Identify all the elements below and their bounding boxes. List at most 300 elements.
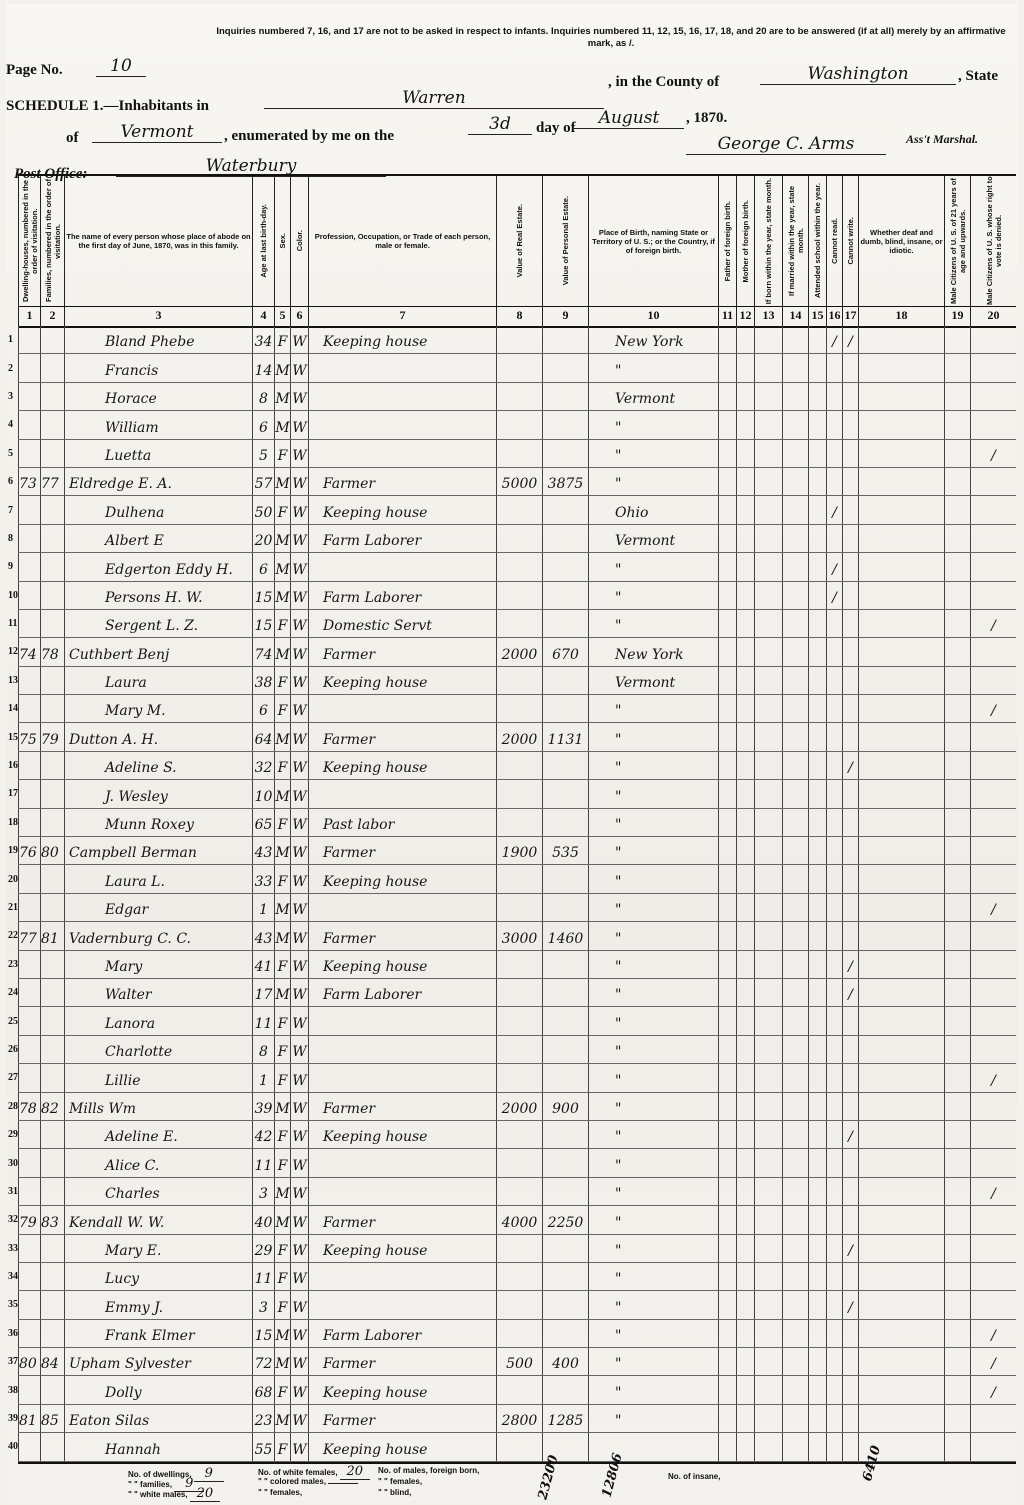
empty-cell <box>944 496 970 523</box>
empty-cell <box>808 1064 826 1091</box>
empty-cell <box>782 468 808 495</box>
empty-cell <box>944 1036 970 1063</box>
empty-cell <box>736 1064 754 1091</box>
person-name: Emmy J. <box>64 1291 252 1318</box>
empty-cell <box>858 865 944 892</box>
age: 8 <box>252 383 274 410</box>
cannot-write-mark <box>842 1376 858 1403</box>
color: W <box>290 780 308 807</box>
sex: M <box>274 468 290 495</box>
empty-cell <box>808 1405 826 1432</box>
person-name: Dulhena <box>64 496 252 523</box>
real-estate-value <box>496 354 542 381</box>
right-to-vote-mark: / <box>970 1376 1016 1403</box>
empty-cell <box>808 695 826 722</box>
state: Vermont <box>92 122 222 143</box>
line-number: 16 <box>8 760 18 772</box>
column-header-14: If married within the year, state month. <box>782 176 808 306</box>
cannot-write-mark <box>842 1405 858 1432</box>
empty-cell <box>808 894 826 921</box>
line-number: 15 <box>8 731 18 743</box>
empty-cell <box>808 979 826 1006</box>
empty-cell <box>782 610 808 637</box>
birthplace: " <box>588 1007 718 1034</box>
color: W <box>290 1291 308 1318</box>
person-name: Mary <box>64 951 252 978</box>
census-row <box>8 837 1016 865</box>
age: 1 <box>252 1064 274 1091</box>
empty-cell <box>858 468 944 495</box>
column-header-15: Attended school within the year. <box>808 176 826 306</box>
empty-cell <box>808 525 826 552</box>
census-row <box>8 1121 1016 1149</box>
real-estate-value <box>496 1007 542 1034</box>
right-to-vote-mark <box>970 582 1016 609</box>
birthplace: " <box>588 1178 718 1205</box>
right-to-vote-mark <box>970 1093 1016 1120</box>
color: W <box>290 383 308 410</box>
column-number-15: 15 <box>808 304 826 326</box>
census-row <box>8 1320 1016 1348</box>
dwelling-number <box>18 1433 40 1460</box>
line-number: 28 <box>8 1100 18 1112</box>
birthplace: " <box>588 1376 718 1403</box>
dwelling-number: 79 <box>18 1206 40 1233</box>
empty-cell <box>808 383 826 410</box>
page-number: 10 <box>96 56 146 77</box>
sex: M <box>274 1405 290 1432</box>
person-name: Eaton Silas <box>64 1405 252 1432</box>
empty-cell <box>944 1178 970 1205</box>
empty-cell <box>944 1093 970 1120</box>
family-number: 80 <box>40 837 64 864</box>
real-estate-value <box>496 496 542 523</box>
empty-cell <box>808 1235 826 1262</box>
birthplace: " <box>588 1121 718 1148</box>
birthplace: New York <box>588 638 718 665</box>
empty-cell <box>858 1121 944 1148</box>
occupation <box>308 1149 496 1176</box>
column-number-4: 4 <box>252 304 274 326</box>
census-row <box>8 1007 1016 1035</box>
personal-estate-value <box>542 951 588 978</box>
sex: F <box>274 1064 290 1091</box>
sex: M <box>274 723 290 750</box>
right-to-vote-mark <box>970 1291 1016 1318</box>
sex: F <box>274 1149 290 1176</box>
cannot-write-mark <box>842 1149 858 1176</box>
cannot-read-mark <box>826 1178 842 1205</box>
dwelling-number <box>18 865 40 892</box>
cannot-read-mark <box>826 922 842 949</box>
cannot-read-mark <box>826 1376 842 1403</box>
age: 64 <box>252 723 274 750</box>
person-name: Frank Elmer <box>64 1320 252 1347</box>
empty-cell <box>782 780 808 807</box>
occupation: Farmer <box>308 723 496 750</box>
column-header-20: Male Citizens of U. S. whose right to vote is denied. <box>970 176 1016 306</box>
family-number <box>40 1007 64 1034</box>
empty-cell <box>782 1149 808 1176</box>
sex: M <box>274 638 290 665</box>
line-number: 4 <box>8 419 13 431</box>
family-number <box>40 326 64 353</box>
sex: F <box>274 1263 290 1290</box>
empty-cell <box>858 752 944 779</box>
column-number-11: 11 <box>718 304 736 326</box>
empty-cell <box>718 695 736 722</box>
occupation <box>308 1064 496 1091</box>
line-number: 17 <box>8 788 18 800</box>
empty-cell <box>858 383 944 410</box>
empty-cell <box>808 837 826 864</box>
empty-cell <box>944 809 970 836</box>
empty-cell <box>754 1405 782 1432</box>
sex: M <box>274 894 290 921</box>
birthplace: " <box>588 894 718 921</box>
cannot-read-mark <box>826 1121 842 1148</box>
age: 65 <box>252 809 274 836</box>
column-headers <box>18 174 1016 307</box>
empty-cell <box>944 1433 970 1460</box>
color: W <box>290 411 308 438</box>
of-label: of <box>66 130 79 146</box>
right-to-vote-mark <box>970 326 1016 353</box>
color: W <box>290 1007 308 1034</box>
empty-cell <box>808 354 826 381</box>
family-number <box>40 440 64 467</box>
column-number-8: 8 <box>496 304 542 326</box>
column-header-6: Color. <box>290 176 308 306</box>
colored-males-count: " " colored males, <box>258 1477 358 1486</box>
column-header-13: If born within the year, state month. <box>754 176 782 306</box>
empty-cell <box>858 1178 944 1205</box>
empty-cell <box>858 780 944 807</box>
cannot-write-mark <box>842 837 858 864</box>
person-name: Laura L. <box>64 865 252 892</box>
family-number <box>40 752 64 779</box>
sex: F <box>274 1433 290 1460</box>
right-to-vote-mark <box>970 1433 1016 1460</box>
personal-estate-value: 400 <box>542 1348 588 1375</box>
birthplace: " <box>588 809 718 836</box>
person-name: Adeline S. <box>64 752 252 779</box>
empty-cell <box>736 440 754 467</box>
empty-cell <box>944 582 970 609</box>
dwelling-number <box>18 1178 40 1205</box>
cannot-write-mark <box>842 525 858 552</box>
dwelling-number <box>18 809 40 836</box>
right-to-vote-mark <box>970 1235 1016 1262</box>
column-number-14: 14 <box>782 304 808 326</box>
real-estate-value <box>496 979 542 1006</box>
empty-cell <box>858 1149 944 1176</box>
empty-cell <box>782 894 808 921</box>
empty-cell <box>944 1149 970 1176</box>
sex: F <box>274 695 290 722</box>
empty-cell <box>858 979 944 1006</box>
cannot-read-mark <box>826 1036 842 1063</box>
real-estate-value: 3000 <box>496 922 542 949</box>
empty-cell <box>754 354 782 381</box>
column-number-18: 18 <box>858 304 944 326</box>
personal-estate-value <box>542 411 588 438</box>
personal-estate-value <box>542 1007 588 1034</box>
line-number: 37 <box>8 1356 18 1368</box>
empty-cell <box>808 468 826 495</box>
color: W <box>290 1121 308 1148</box>
occupation: Past labor <box>308 809 496 836</box>
empty-cell <box>736 1433 754 1460</box>
empty-cell <box>736 354 754 381</box>
empty-cell <box>718 922 736 949</box>
post-office-label: Post Office: <box>14 166 88 182</box>
real-estate-value <box>496 1376 542 1403</box>
sex: M <box>274 1320 290 1347</box>
cannot-write-mark: / <box>842 1291 858 1318</box>
empty-cell <box>718 1007 736 1034</box>
empty-cell <box>754 667 782 694</box>
empty-cell <box>736 1291 754 1318</box>
dwelling-number <box>18 752 40 779</box>
occupation: Domestic Servt <box>308 610 496 637</box>
birthplace: " <box>588 1348 718 1375</box>
cannot-write-mark: / <box>842 951 858 978</box>
cannot-read-mark <box>826 723 842 750</box>
personal-estate-value <box>542 440 588 467</box>
county: Washington <box>760 64 956 85</box>
age: 8 <box>252 1036 274 1063</box>
dwelling-number <box>18 979 40 1006</box>
empty-cell <box>782 979 808 1006</box>
cannot-read-mark <box>826 1235 842 1262</box>
empty-cell <box>718 638 736 665</box>
age: 1 <box>252 894 274 921</box>
census-row <box>8 582 1016 610</box>
line-number: 26 <box>8 1043 18 1055</box>
color: W <box>290 1178 308 1205</box>
census-row <box>8 610 1016 638</box>
sex: F <box>274 667 290 694</box>
empty-cell <box>754 1348 782 1375</box>
dwelling-number <box>18 383 40 410</box>
occupation: Farmer <box>308 1405 496 1432</box>
total-other: 6410 <box>860 1444 885 1483</box>
line-number: 21 <box>8 902 18 913</box>
empty-cell <box>782 1405 808 1432</box>
census-row <box>8 1348 1016 1376</box>
real-estate-value <box>496 695 542 722</box>
census-row <box>8 326 1016 354</box>
females-count: " " females, <box>258 1488 303 1497</box>
family-number <box>40 951 64 978</box>
cannot-write-mark <box>842 496 858 523</box>
color: W <box>290 1348 308 1375</box>
color: W <box>290 809 308 836</box>
color: W <box>290 837 308 864</box>
personal-estate-value: 1460 <box>542 922 588 949</box>
empty-cell <box>736 1263 754 1290</box>
family-number <box>40 496 64 523</box>
age: 50 <box>252 496 274 523</box>
age: 5 <box>252 440 274 467</box>
line-number: 40 <box>8 1441 18 1453</box>
personal-estate-value <box>542 1376 588 1403</box>
real-estate-value <box>496 752 542 779</box>
empty-cell <box>754 780 782 807</box>
empty-cell <box>754 752 782 779</box>
birthplace: " <box>588 468 718 495</box>
birthplace: " <box>588 865 718 892</box>
age: 57 <box>252 468 274 495</box>
real-estate-value <box>496 525 542 552</box>
color: W <box>290 1376 308 1403</box>
personal-estate-value <box>542 582 588 609</box>
birthplace: " <box>588 1149 718 1176</box>
family-number <box>40 865 64 892</box>
age: 6 <box>252 411 274 438</box>
occupation: Keeping house <box>308 1235 496 1262</box>
empty-cell <box>944 468 970 495</box>
occupation: Keeping house <box>308 752 496 779</box>
blind-count: " " blind, <box>378 1488 412 1497</box>
empty-cell <box>754 1291 782 1318</box>
empty-cell <box>718 326 736 353</box>
family-number <box>40 1036 64 1063</box>
empty-cell <box>754 723 782 750</box>
birthplace: " <box>588 1206 718 1233</box>
cannot-write-mark <box>842 638 858 665</box>
census-row <box>8 638 1016 666</box>
line-number: 2 <box>8 362 13 374</box>
census-row <box>8 1405 1016 1433</box>
cannot-read-mark <box>826 440 842 467</box>
cannot-read-mark: / <box>826 496 842 523</box>
cannot-write-mark <box>842 383 858 410</box>
person-name: Hannah <box>64 1433 252 1460</box>
empty-cell <box>944 951 970 978</box>
color: W <box>290 525 308 552</box>
person-name: Mary M. <box>64 695 252 722</box>
age: 38 <box>252 667 274 694</box>
empty-cell <box>858 1405 944 1432</box>
empty-cell <box>944 1064 970 1091</box>
empty-cell <box>808 326 826 353</box>
person-name: Mary E. <box>64 1235 252 1262</box>
empty-cell <box>808 1376 826 1403</box>
personal-estate-value: 670 <box>542 638 588 665</box>
birthplace: Vermont <box>588 667 718 694</box>
color: W <box>290 1405 308 1432</box>
right-to-vote-mark <box>970 468 1016 495</box>
personal-estate-value <box>542 780 588 807</box>
empty-cell <box>754 979 782 1006</box>
enumeration-month: August <box>574 108 684 129</box>
empty-cell <box>858 1007 944 1034</box>
sex: F <box>274 1235 290 1262</box>
empty-cell <box>718 1376 736 1403</box>
column-number-10: 10 <box>588 304 718 326</box>
right-to-vote-mark <box>970 667 1016 694</box>
line-number: 1 <box>8 334 13 346</box>
foreign-females-count: " " females, <box>378 1477 423 1486</box>
occupation <box>308 440 496 467</box>
cannot-write-mark <box>842 894 858 921</box>
empty-cell <box>754 553 782 580</box>
cannot-read-mark <box>826 667 842 694</box>
right-to-vote-mark <box>970 979 1016 1006</box>
right-to-vote-mark <box>970 411 1016 438</box>
column-number-16: 16 <box>826 304 842 326</box>
column-number-13: 13 <box>754 304 782 326</box>
cannot-write-mark <box>842 468 858 495</box>
empty-cell <box>736 1348 754 1375</box>
family-number <box>40 582 64 609</box>
right-to-vote-mark: / <box>970 440 1016 467</box>
birthplace: " <box>588 695 718 722</box>
birthplace: " <box>588 752 718 779</box>
occupation: Farmer <box>308 468 496 495</box>
line-number: 13 <box>8 674 18 686</box>
empty-cell <box>808 440 826 467</box>
dwelling-number: 74 <box>18 638 40 665</box>
occupation <box>308 1007 496 1034</box>
occupation: Farm Laborer <box>308 1320 496 1347</box>
right-to-vote-mark <box>970 951 1016 978</box>
empty-cell <box>736 610 754 637</box>
occupation: Farmer <box>308 1348 496 1375</box>
empty-cell <box>718 468 736 495</box>
census-row <box>8 1291 1016 1319</box>
empty-cell <box>754 610 782 637</box>
sex: F <box>274 610 290 637</box>
person-name: Kendall W. W. <box>64 1206 252 1233</box>
right-to-vote-mark <box>970 638 1016 665</box>
column-number-6: 6 <box>290 304 308 326</box>
census-row <box>8 695 1016 723</box>
total-personal-estate: 12806 <box>599 1451 626 1500</box>
birthplace: " <box>588 1235 718 1262</box>
empty-cell <box>754 496 782 523</box>
empty-cell <box>808 1291 826 1318</box>
birthplace: " <box>588 951 718 978</box>
census-grid <box>8 326 1016 1462</box>
person-name: Lillie <box>64 1064 252 1091</box>
sex: M <box>274 922 290 949</box>
family-number <box>40 1376 64 1403</box>
dwelling-number: 76 <box>18 837 40 864</box>
empty-cell <box>782 1235 808 1262</box>
family-number <box>40 780 64 807</box>
color: W <box>290 667 308 694</box>
real-estate-value <box>496 865 542 892</box>
color: W <box>290 723 308 750</box>
cannot-read-mark: / <box>826 582 842 609</box>
cannot-read-mark <box>826 752 842 779</box>
cannot-read-mark <box>826 1348 842 1375</box>
foreign-born-count: No. of males, foreign born, <box>378 1466 480 1475</box>
cannot-read-mark <box>826 951 842 978</box>
color: W <box>290 1235 308 1262</box>
census-sheet <box>6 4 1018 1501</box>
empty-cell <box>718 1263 736 1290</box>
empty-cell <box>754 1007 782 1034</box>
day-of-label: day of <box>536 120 576 136</box>
dwelling-number: 80 <box>18 1348 40 1375</box>
column-header-3: The name of every person whose place of abode on the first day of June, 1870, was in this family. <box>64 176 252 306</box>
empty-cell <box>754 809 782 836</box>
personal-estate-value <box>542 1036 588 1063</box>
